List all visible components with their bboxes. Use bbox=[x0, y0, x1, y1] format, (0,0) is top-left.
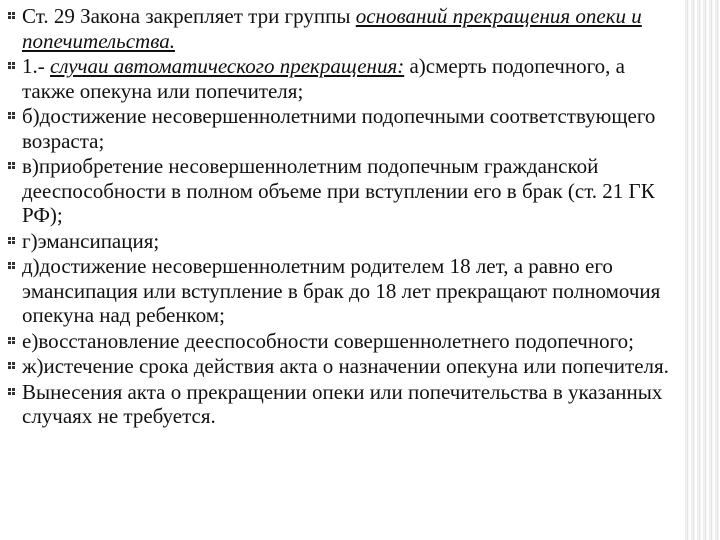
square-bullet-icon bbox=[8, 112, 15, 119]
square-bullet-icon bbox=[8, 337, 15, 344]
item-text: Вынесения акта о прекращении опеки или попечительства в указанных случаях не требуется. bbox=[22, 379, 663, 428]
bullet-list bbox=[8, 4, 676, 430]
item-text: 1.- bbox=[22, 54, 50, 78]
item-text: е)восстановление дееспособности совершеннолетнего подопечного; bbox=[22, 328, 634, 353]
list-item bbox=[8, 380, 676, 429]
square-bullet-icon bbox=[8, 12, 15, 19]
list-item bbox=[8, 229, 676, 254]
square-bullet-icon bbox=[8, 262, 15, 269]
list-item bbox=[8, 354, 676, 379]
list-item bbox=[8, 329, 676, 354]
square-bullet-icon bbox=[8, 162, 15, 169]
decorative-edge-strip bbox=[683, 0, 720, 540]
item-emphasis-text: случаи автоматического прекращения: bbox=[50, 54, 405, 78]
square-bullet-icon bbox=[8, 362, 15, 369]
item-text: д)достижение несовершеннолетним родителем 18 лет, а равно его эмансипация или вступление в брак до 18 лет прекращают полномочия опекуна над ребенком; bbox=[22, 254, 661, 327]
list-item bbox=[8, 154, 676, 228]
item-text: ж)истечение срока действия акта о назначении опекуна или попечителя. bbox=[22, 354, 669, 378]
square-bullet-icon bbox=[8, 62, 15, 69]
item-text: б)достижение несовершеннолетними подопечными соответствующего возраста; bbox=[22, 104, 656, 153]
square-bullet-icon bbox=[8, 237, 15, 244]
square-bullet-icon bbox=[8, 388, 15, 395]
item-text-rest: а)смерть подопечного, а также опекуна или попечителя; bbox=[22, 54, 625, 103]
item-text: г)эмансипация; bbox=[22, 228, 160, 253]
list-item bbox=[8, 4, 676, 53]
list-item bbox=[8, 254, 676, 328]
item-emphasis-text: оснований прекращения опеки и попечительства. bbox=[22, 4, 642, 53]
list-item bbox=[8, 54, 676, 103]
list-item bbox=[8, 104, 676, 153]
item-text: в)приобретение несовершеннолетним подопечным гражданской дееспособности в полном объеме при вступлении его в брак (ст. 21 ГК РФ); bbox=[22, 154, 655, 227]
item-text: Ст. 29 Закона закрепляет три группы bbox=[22, 4, 356, 28]
